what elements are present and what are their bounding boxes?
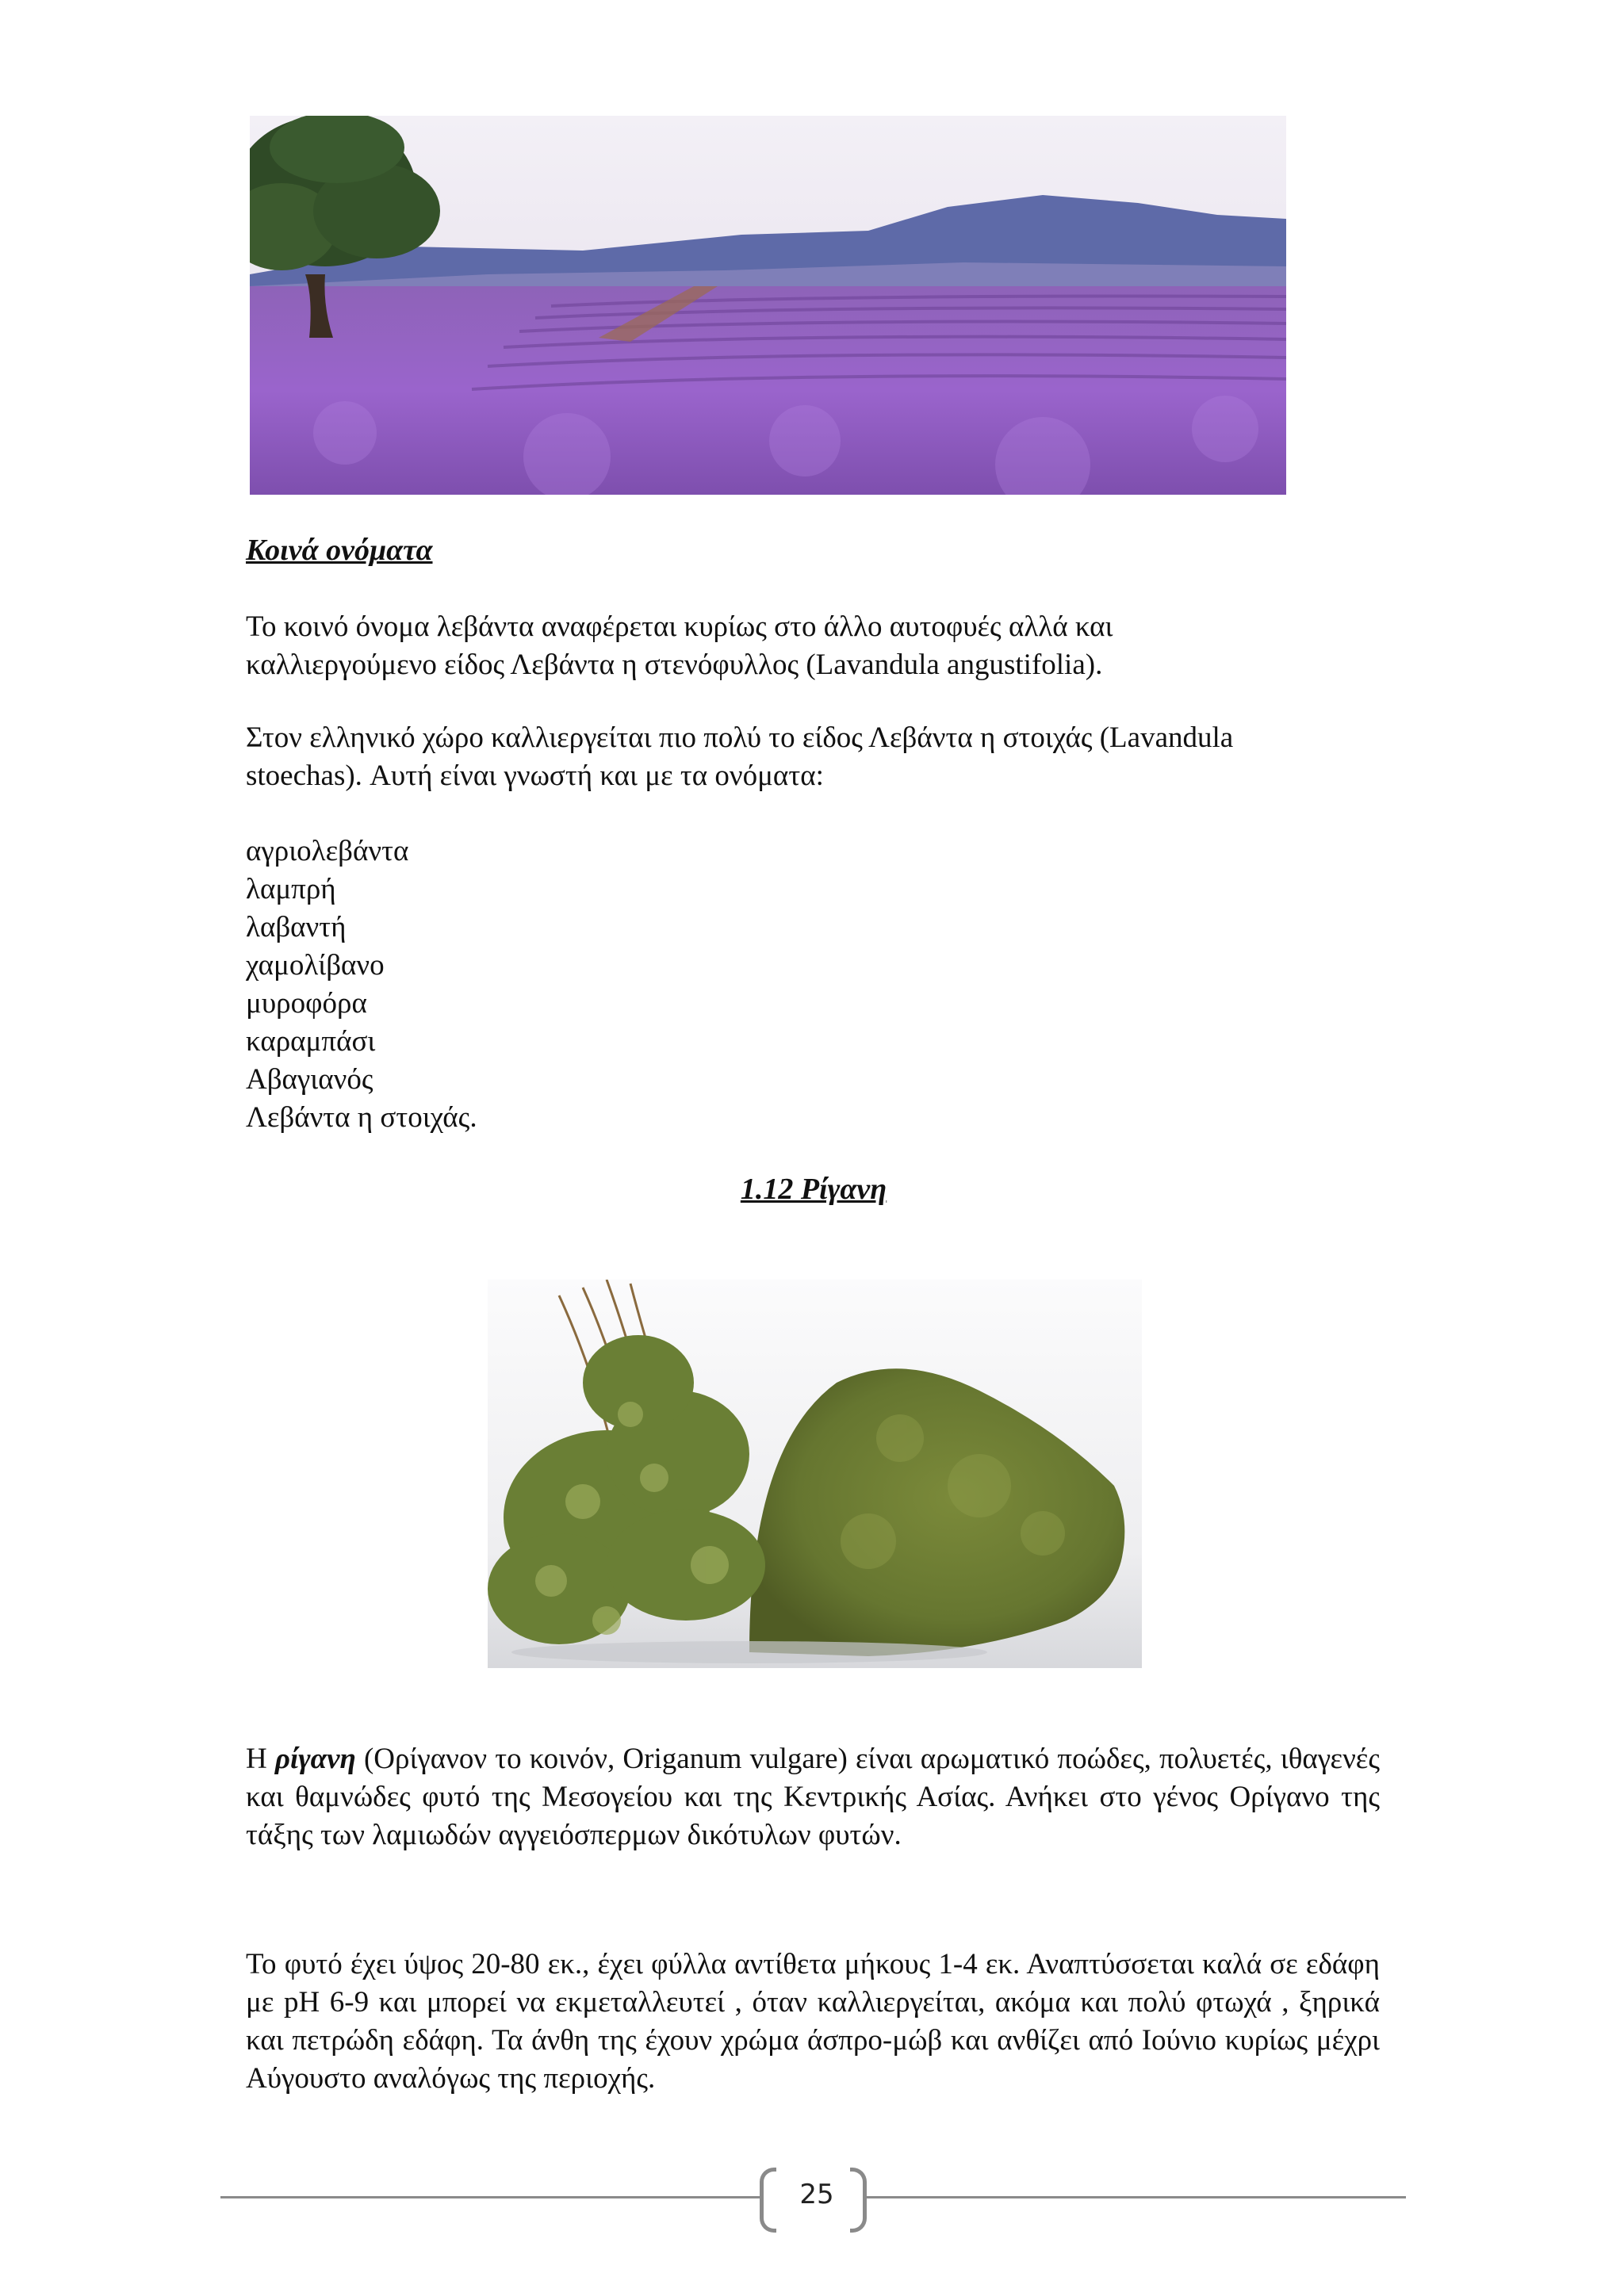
footer-rule-right [867,2196,1406,2198]
oregano-bundle-photo [488,1280,1142,1668]
oregano-paragraph-1 [246,1740,1380,1854]
lavender-field-photo [250,116,1286,495]
common-names-paragraph-2 [246,719,1233,795]
section-title [0,1172,1624,1207]
paragraph-line: Στον ελληνικό χώρο καλλιεργείται πιο πολύ το είδος Λεβάντα η στοιχάς (Lavandula [246,721,1234,754]
oregano-paragraph-2: Το φυτό έχει ύψος 20-80 εκ., έχει φύλλα αντίθετα μήκους 1-4 εκ. Αναπτύσσεται καλά σε εδάφη με pH 6-9 και μπορεί να εκμεταλλευτεί , όταν καλλιεργείται, ακόμα και πολύ φτωχά , ξηρικά και πετρώδη εδάφη. Τα άνθη της έχουν χρώμα άσπρο-μώβ και ανθίζει από Ιούνιο κυρίως μέχρι Αύγουστο αναλόγως της περιοχής. [246,1948,1380,2095]
section-title-text: 1.12 Ρίγανη [740,1173,887,1206]
list-item: λαβαντή [246,911,347,943]
list-item: μυροφόρα [246,987,367,1020]
paragraph-prefix: Η [246,1743,275,1775]
footer-bracket-left [760,2168,776,2233]
common-names-paragraph-1 [246,608,1113,684]
footer-bracket-right [850,2168,867,2233]
oregano-term: ρίγανη [274,1743,356,1775]
list-item: λαμπρή [246,873,336,905]
list-item: χαμολίβανο [246,949,385,982]
paragraph-rest: (Ορίγανον το κοινόν, Origanum vulgare) είναι αρωματικό ποώδες, πολυετές, ιθαγενές και θαμνώδες φυτό της Μεσογείου και της Κεντρικής Ασίας. Ανήκει στο γένος Ορίγανο της τάξης των λαμιωδών αγγειόσπερμων δικότυλων φυτών. [246,1743,1380,1851]
paragraph-line: καλλιεργούμενο είδος Λεβάντα η στενόφυλλος (Lavandula angustifolia). [246,649,1103,681]
list-item: καραμπάσι [246,1025,376,1058]
paragraph-line: Το κοινό όνομα λεβάντα αναφέρεται κυρίως στο άλλο αυτοφυές αλλά και [246,610,1113,643]
page-number: 25 [799,2179,834,2210]
footer-rule-left [220,2196,760,2198]
list-item: αγριολεβάντα [246,835,409,867]
common-names-list [246,832,477,1137]
common-names-heading: Κοινά ονόματα [246,534,433,567]
paragraph-line: stoechas). Αυτή είναι γνωστή και με τα ονόματα: [246,760,824,792]
list-item: Αβαγιανός [246,1063,373,1096]
list-item: Λεβάντα η στοιχάς. [246,1101,477,1134]
